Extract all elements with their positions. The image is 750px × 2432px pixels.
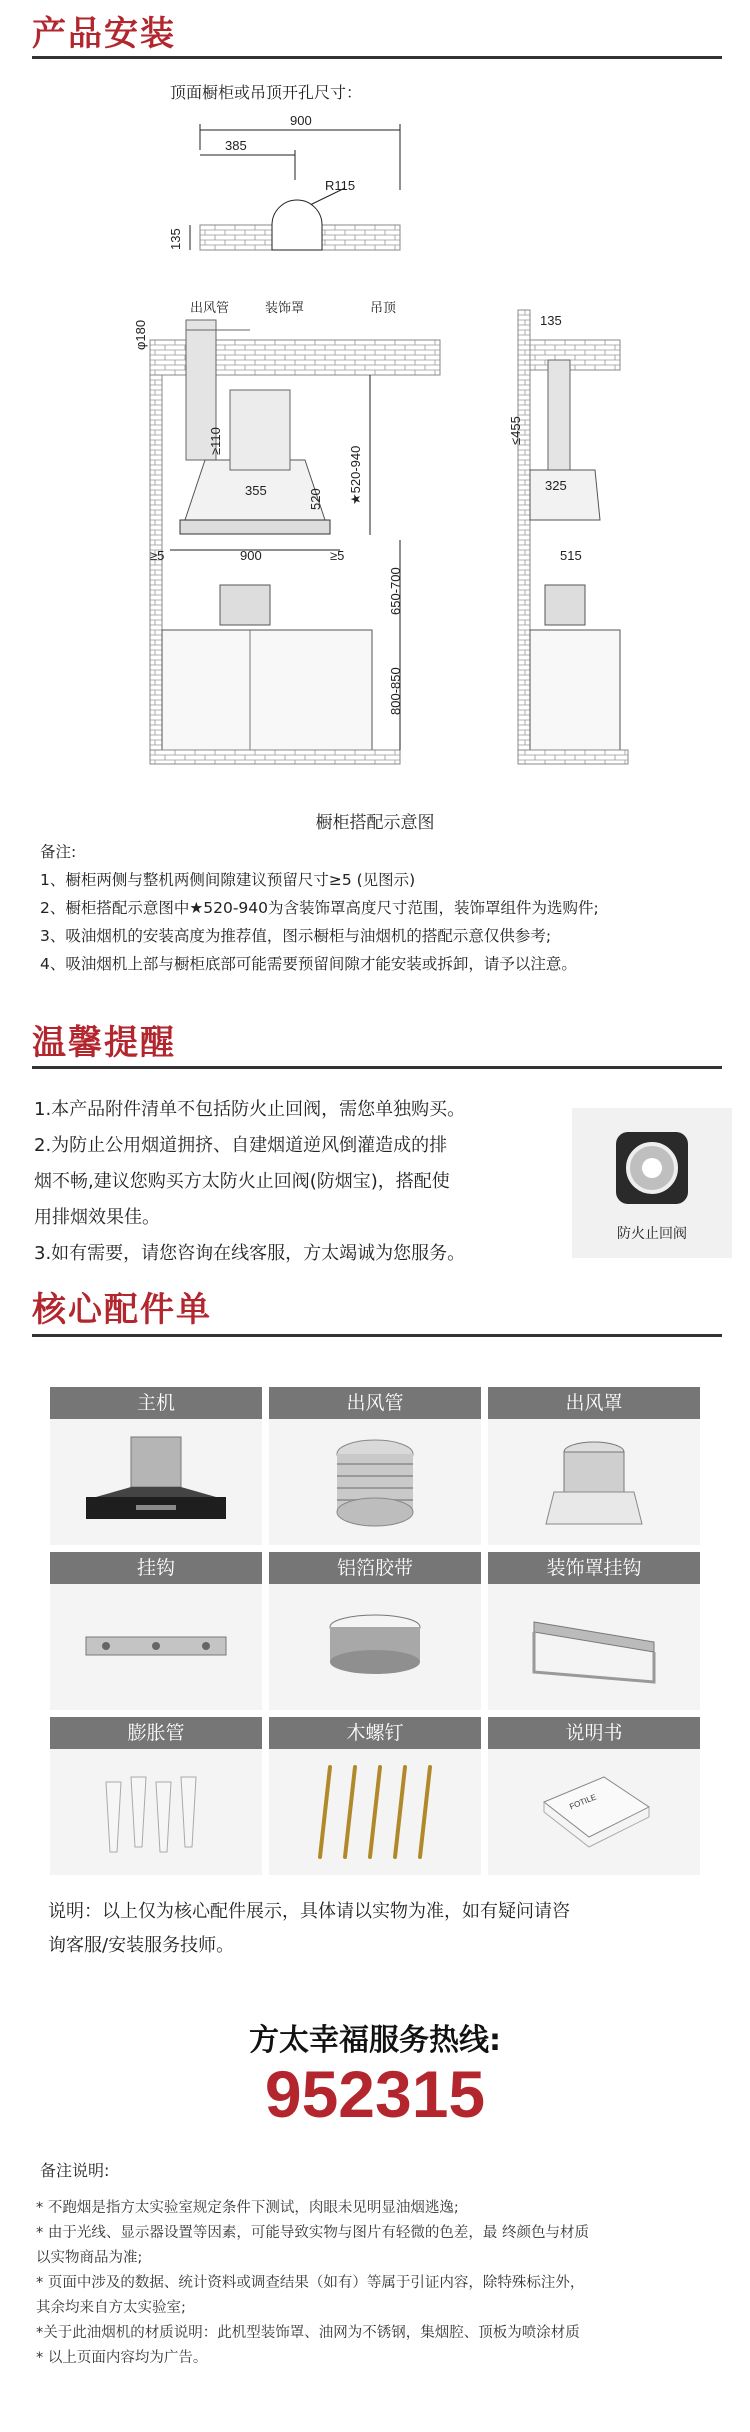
fire-check-valve-icon [612,1128,692,1208]
part-card [488,1387,700,1545]
tip-line: 用排烟效果佳。 [34,1207,160,1228]
part-name: 膨胀管 [50,1717,262,1749]
diagram-caption: 橱柜搭配示意图 [315,813,435,833]
parts-note [48,1895,570,1963]
part-card [488,1552,700,1710]
note-item: 1、橱柜两侧与整机两侧间隙建议预留尺寸≥5 (见图示) [40,871,416,889]
section-title-tips: 温馨提醒 [32,1023,176,1063]
part-name: 出风罩 [488,1387,700,1419]
part-name: 主机 [50,1387,262,1419]
footer-line: 以实物商品为准; [36,2250,143,2266]
screw-icon [305,1757,445,1867]
notes-head: 备注: [40,843,77,861]
install-subtitle: 顶面橱柜或吊顶开孔尺寸： [170,83,363,102]
part-card [269,1717,481,1875]
hotline-number: 952315 [264,2057,486,2131]
dim-650-700: 650-700 [388,567,403,615]
top-opening-diagram [160,110,460,280]
dim-515: 515 [560,548,582,563]
cover-hook-icon [514,1602,674,1692]
part-name: 木螺钉 [269,1717,481,1749]
footer-line: *关于此油烟机的材质说明：此机型装饰罩、油网为不锈钢，集烟腔、顶板为喷涂材质 [36,2325,580,2341]
footer-notes [36,2196,589,2371]
dim-r115: R115 [325,178,356,193]
anchor-icon [91,1762,221,1862]
note-item: 3、吸油烟机的安装高度为推荐值，图示橱柜与油烟机的搭配示意仅供参考; [40,927,552,945]
duct-hose-icon [315,1432,435,1532]
dim-520: 520 [308,488,323,510]
part-card [50,1552,262,1710]
hook-bracket-icon [76,1617,236,1677]
section-divider [32,1066,722,1069]
install-notes [40,838,599,978]
section-title-parts: 核心配件单 [32,1290,212,1330]
part-card [269,1552,481,1710]
note-item: 4、吸油烟机上部与橱柜底部可能需要预留间隙才能安装或拆卸，请予以注意。 [40,955,577,973]
dim-900-front: 900 [240,548,262,563]
part-name: 出风管 [269,1387,481,1419]
part-card [50,1387,262,1545]
part-name: 装饰罩挂钩 [488,1552,700,1584]
footer-line: 其余均来自方太实验室; [36,2300,186,2316]
dim-phi180: φ180 [133,319,148,350]
part-card [50,1717,262,1875]
outlet-cover-icon [534,1432,654,1532]
label-cover: 装饰罩 [265,300,305,315]
dim-900-top: 900 [290,113,312,128]
parts-note-line: 询客服/安装服务技师。 [48,1935,235,1956]
valve-card [572,1108,732,1258]
part-name: 铝箔胶带 [269,1552,481,1584]
dim-325: 325 [545,478,567,493]
tips-text [34,1092,465,1272]
foil-tape-icon [315,1602,435,1692]
valve-label: 防火止回阀 [617,1226,687,1242]
dim-800-850: 800-850 [388,667,403,715]
manual-icon [524,1762,664,1862]
footer-line: * 由于光线、显示器设置等因素，可能导致实物与图片有轻微的色差，最 终颜色与材质 [36,2225,589,2241]
footer-line: * 页面中涉及的数据、统计资料或调查结果（如有）等属于引证内容，除特殊标注外， [36,2275,585,2291]
part-name: 挂钩 [50,1552,262,1584]
tip-line: 3.如有需要，请您咨询在线客服，方太竭诚为您服务。 [34,1243,466,1264]
tip-line: 烟不畅,建议您购买方太防火止回阀(防烟宝)，搭配使 [34,1171,450,1192]
part-card [269,1387,481,1545]
footer-head: 备注说明: [40,2161,110,2180]
tip-line: 2.为防止公用烟道拥挤、自建烟道逆风倒灌造成的排 [34,1135,448,1156]
dim-455: ≤455 [508,416,523,445]
dim-135-side: 135 [540,313,562,328]
footer-line: * 以上页面内容均为广告。 [36,2350,208,2366]
dim-520-940: ★520-940 [348,445,363,505]
dim-385: 385 [225,138,247,153]
dim-ge5-right: ≥5 [330,548,345,563]
part-name: 说明书 [488,1717,700,1749]
tip-line: 1.本产品附件清单不包括防火止回阀，需您单独购买。 [34,1099,466,1120]
label-duct: 出风管 [190,300,230,315]
section-title-install: 产品安装 [32,14,176,54]
parts-note-line: 说明：以上仅为核心配件展示，具体请以实物为准，如有疑问请咨 [48,1901,570,1922]
dim-110: ≥110 [208,427,223,455]
manual-brand: FOTILE [568,1792,598,1812]
footer-line: * 不跑烟是指方太实验室规定条件下测试，肉眼未见明显油烟逃逸; [36,2200,459,2216]
front-cabinet-diagram [130,300,490,770]
dim-135-top: 135 [168,228,183,250]
side-cabinet-diagram [500,300,640,770]
section-divider [32,56,722,59]
part-card [488,1717,700,1875]
section-divider [32,1334,722,1337]
range-hood-icon [76,1432,236,1532]
dim-ge5-left: ≥5 [150,548,165,563]
note-item: 2、橱柜搭配示意图中★520-940为含装饰罩高度尺寸范围，装饰罩组件为选购件; [40,899,599,917]
label-ceiling: 吊顶 [370,300,397,315]
dim-355: 355 [245,483,267,498]
hotline-label: 方太幸福服务热线: [249,2023,501,2058]
